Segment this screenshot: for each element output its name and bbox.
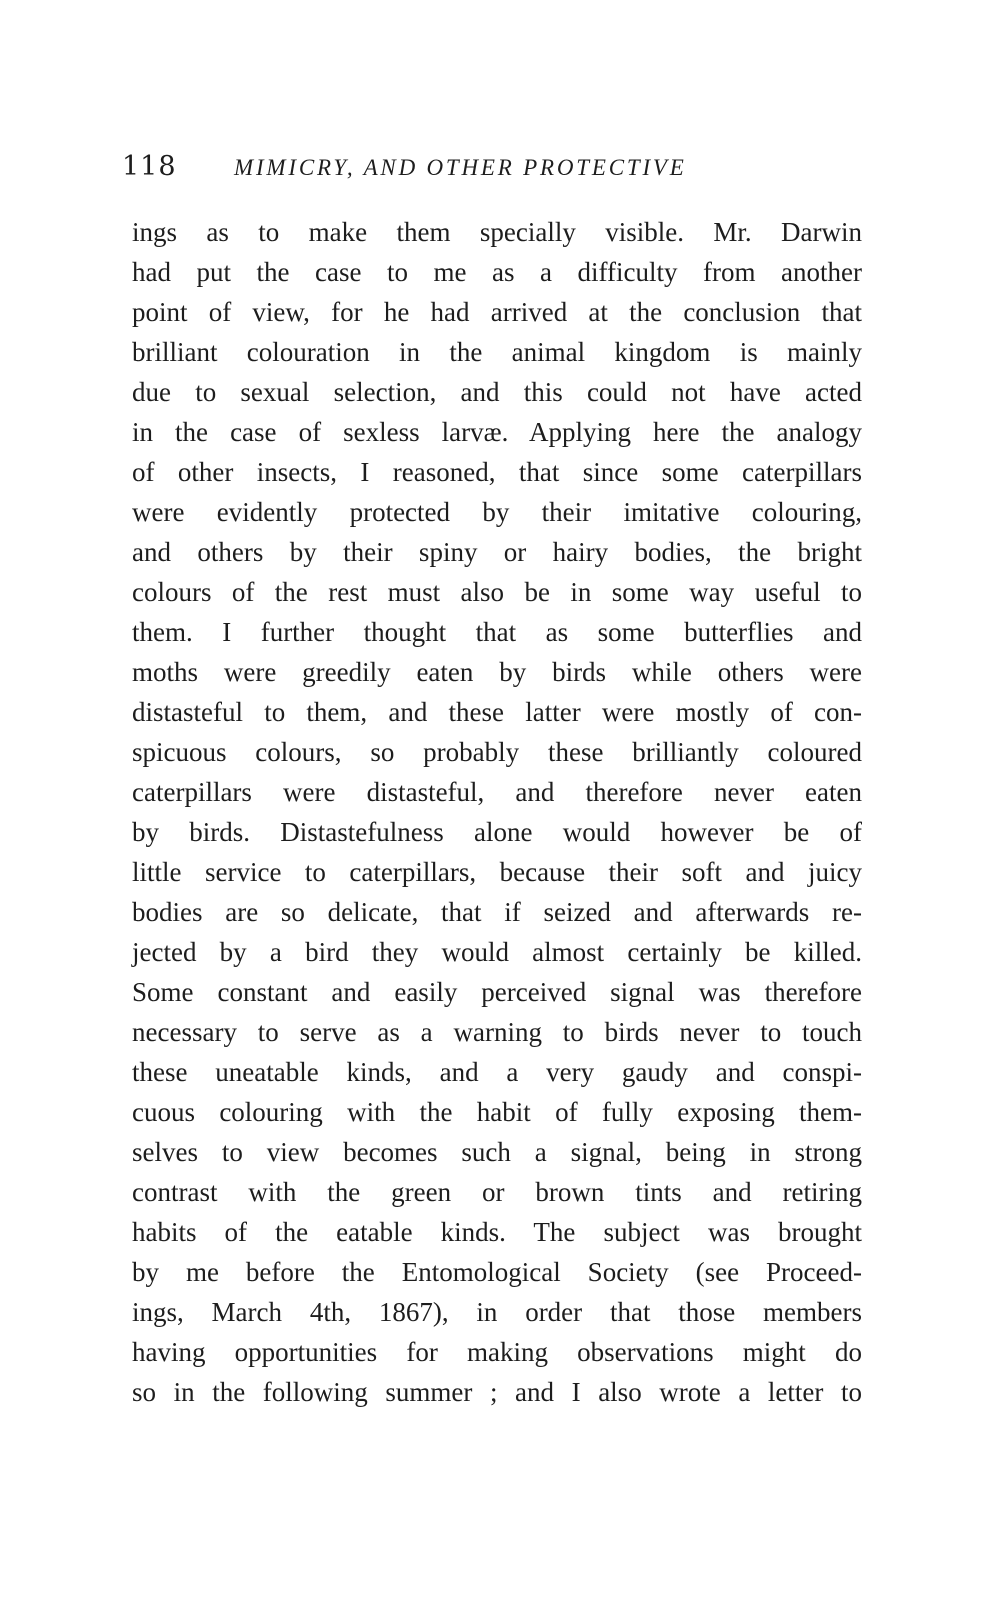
text-line: contrast with the green or brown tints and retiring [132,1177,862,1207]
text-line: due to sexual selection, and this could not have acted [132,377,862,407]
text-line: by me before the Entomological Society (see Proceed- [132,1257,862,1287]
text-line: little service to caterpillars, because their soft and juicy [132,857,862,887]
text-line: cuous colouring with the habit of fully exposing them- [132,1097,862,1127]
text-line: point of view, for he had arrived at the conclusion that [132,297,862,327]
text-line: necessary to serve as a warning to birds never to touch [132,1017,862,1047]
text-line: jected by a bird they would almost certainly be killed. [132,937,862,967]
running-title: MIMICRY, AND OTHER PROTECTIVE [234,155,687,180]
running-head [122,150,867,184]
text-line: Some constant and easily perceived signal was therefore [132,977,862,1007]
text-line: had put the case to me as a difficulty from another [132,257,862,287]
page-number: 118 [122,151,177,182]
text-line: spicuous colours, so probably these brilliantly coloured [132,737,862,767]
text-line: ings as to make them specially visible. Mr. Darwin [132,217,862,247]
body-text [132,212,862,1412]
text-line: ings, March 4th, 1867), in order that those members [132,1297,862,1327]
text-line: having opportunities for making observations might do [132,1337,862,1367]
text-line: distasteful to them, and these latter were mostly of con- [132,697,862,727]
text-line: caterpillars were distasteful, and therefore never eaten [132,777,862,807]
text-line: so in the following summer ; and I also wrote a letter to [132,1377,862,1407]
text-line: of other insects, I reasoned, that since some caterpillars [132,457,862,487]
text-line: and others by their spiny or hairy bodies, the bright [132,537,862,567]
text-line: habits of the eatable kinds. The subject was brought [132,1217,862,1247]
text-line: colours of the rest must also be in some way useful to [132,577,862,607]
text-line: selves to view becomes such a signal, being in strong [132,1137,862,1167]
text-line: were evidently protected by their imitative colouring, [132,497,862,527]
text-line: them. I further thought that as some butterflies and [132,617,862,647]
text-line: brilliant colouration in the animal kingdom is mainly [132,337,862,367]
text-line: bodies are so delicate, that if seized and afterwards re- [132,897,862,927]
text-line: these uneatable kinds, and a very gaudy and conspi- [132,1057,862,1087]
text-line: in the case of sexless larvæ. Applying here the analogy [132,417,862,447]
text-line: by birds. Distastefulness alone would however be of [132,817,862,847]
text-line: moths were greedily eaten by birds while others were [132,657,862,687]
